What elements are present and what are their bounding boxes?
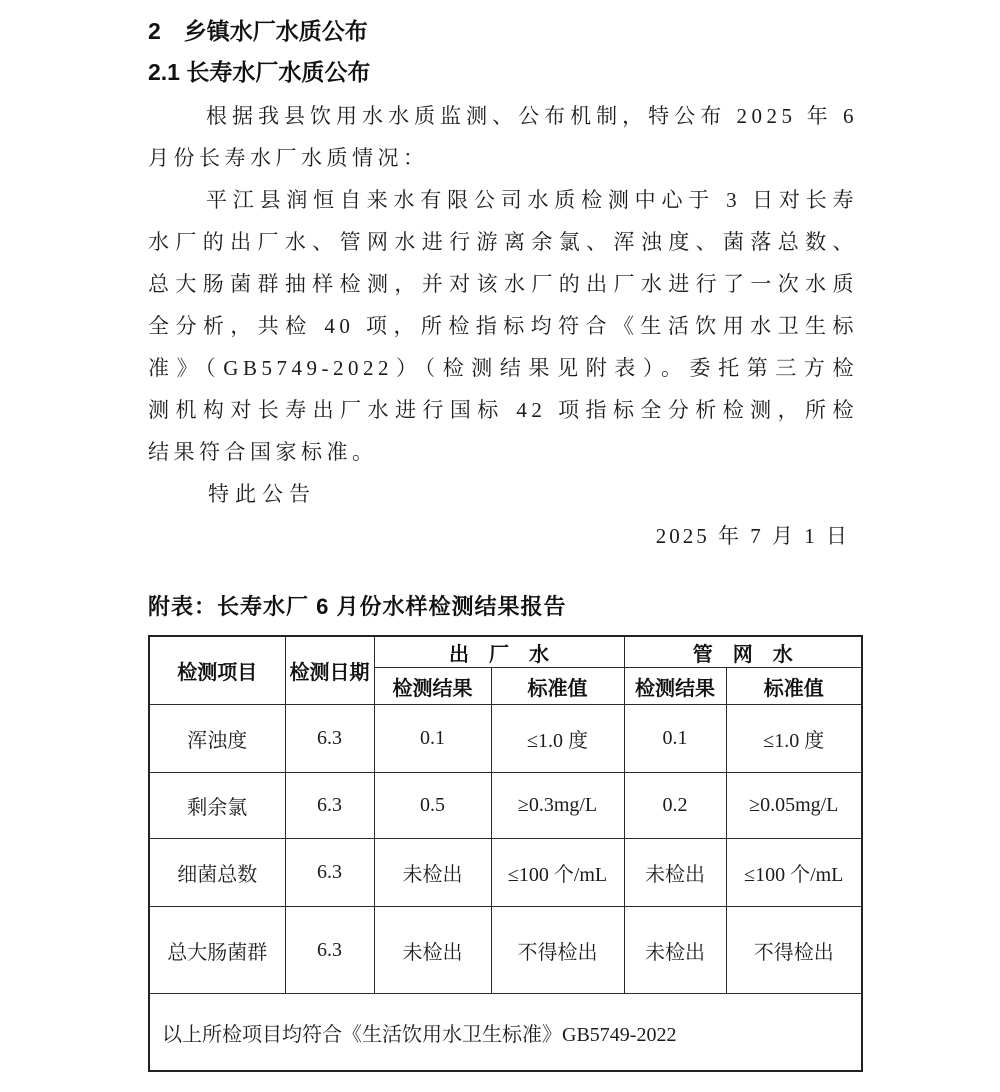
cell-pipe-standard: ≤100 个/mL (726, 839, 862, 907)
cell-factory-standard: ≤1.0 度 (491, 705, 624, 773)
cell-date: 6.3 (285, 907, 374, 994)
header-row-top (149, 636, 862, 668)
section-heading: 2 乡镇水厂水质公布 (148, 18, 368, 44)
results-table-foot (149, 994, 862, 1072)
footnote-text: 以上所检项目均符合《生活饮用水卫生标准》GB5749-2022 (149, 994, 862, 1072)
cell-pipe-result: 未检出 (624, 839, 726, 907)
paragraph-line: 测机构对长寿出厂水进行国标 42 项指标全分析检测，所检 (148, 398, 858, 422)
header-date: 检测日期 (285, 636, 374, 705)
cell-pipe-standard: 不得检出 (726, 907, 862, 994)
table-row (149, 839, 862, 907)
paragraph-line: 总大肠菌群抽样检测，并对该水厂的出厂水进行了一次水质 (148, 272, 858, 296)
header-pipe-water: 管 网 水 (624, 636, 862, 668)
paragraph-line: 平江县润恒自来水有限公司水质检测中心于 3 日对长寿 (206, 188, 858, 212)
paragraph (148, 95, 858, 179)
header-factory-result: 检测结果 (374, 668, 491, 705)
paragraph-line: 根据我县饮用水水质监测、公布机制，特公布 2025 年 6 (206, 104, 858, 128)
cell-item: 剩余氯 (149, 773, 285, 839)
results-table-body (149, 705, 862, 994)
table-row (149, 907, 862, 994)
closing-statement: 特此公告 (208, 482, 316, 506)
body-paragraphs (148, 95, 858, 473)
table-caption: 附表：长寿水厂 6 月份水样检测结果报告 (148, 594, 567, 619)
cell-factory-result: 未检出 (374, 839, 491, 907)
cell-factory-standard: 不得检出 (491, 907, 624, 994)
results-table (148, 635, 863, 1072)
table-row (149, 773, 862, 839)
header-pipe-standard: 标准值 (726, 668, 862, 705)
cell-factory-standard: ≤100 个/mL (491, 839, 624, 907)
footnote-row (149, 994, 862, 1072)
cell-factory-result: 未检出 (374, 907, 491, 994)
cell-item: 细菌总数 (149, 839, 285, 907)
paragraph (148, 179, 858, 473)
cell-pipe-result: 未检出 (624, 907, 726, 994)
cell-pipe-standard: ≤1.0 度 (726, 705, 862, 773)
paragraph-line: 准》（GB5749-2022）（检测结果见附表）。委托第三方检 (148, 356, 858, 380)
results-table-header (149, 636, 862, 705)
subsection-heading: 2.1 长寿水厂水质公布 (148, 59, 371, 85)
cell-pipe-standard: ≥0.05mg/L (726, 773, 862, 839)
header-pipe-result: 检测结果 (624, 668, 726, 705)
cell-item: 总大肠菌群 (149, 907, 285, 994)
cell-date: 6.3 (285, 839, 374, 907)
cell-factory-standard: ≥0.3mg/L (491, 773, 624, 839)
cell-factory-result: 0.1 (374, 705, 491, 773)
paragraph-line: 月份长寿水厂水质情况： (148, 146, 429, 170)
announcement-date: 2025 年 7 月 1 日 (655, 524, 850, 548)
paragraph-line: 全分析，共检 40 项，所检指标均符合《生活饮用水卫生标 (148, 314, 858, 338)
cell-pipe-result: 0.1 (624, 705, 726, 773)
cell-date: 6.3 (285, 705, 374, 773)
header-item: 检测项目 (149, 636, 285, 705)
cell-item: 浑浊度 (149, 705, 285, 773)
cell-date: 6.3 (285, 773, 374, 839)
table-row (149, 705, 862, 773)
header-factory-standard: 标准值 (491, 668, 624, 705)
cell-pipe-result: 0.2 (624, 773, 726, 839)
cell-factory-result: 0.5 (374, 773, 491, 839)
paragraph-line: 结果符合国家标准。 (148, 440, 378, 464)
paragraph-line: 水厂的出厂水、管网水进行游离余氯、浑浊度、菌落总数、 (148, 230, 858, 254)
header-factory-water: 出 厂 水 (374, 636, 624, 668)
